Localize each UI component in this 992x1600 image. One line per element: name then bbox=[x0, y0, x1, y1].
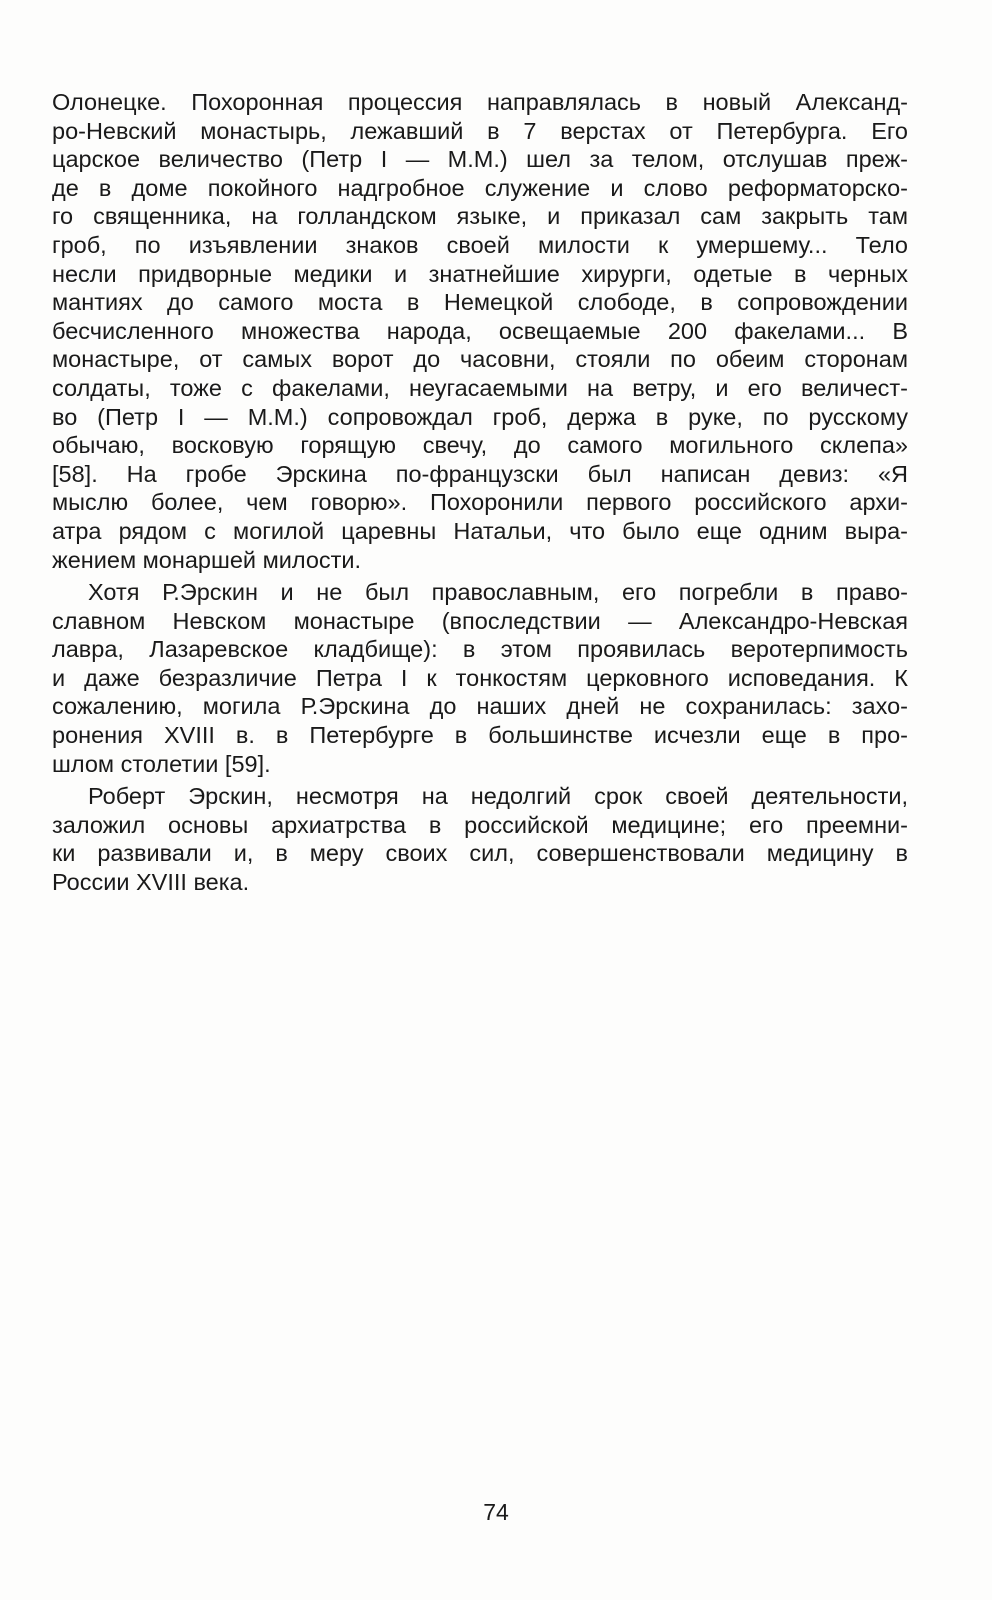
body-text bbox=[52, 88, 908, 897]
text-line: лавра, Лазаревское кладбище): в этом проявилась веротерпимость bbox=[52, 636, 908, 663]
text-line: де в доме покойного надгробное служение и слово реформаторско- bbox=[52, 174, 908, 201]
text-line: атра рядом с могилой царевны Натальи, что было еще одним выра- bbox=[52, 517, 908, 544]
text-line: Олонецке. Похоронная процессия направлялась в новый Александ- bbox=[52, 89, 908, 115]
text-line: го священника, на голландском языке, и приказал сам закрыть там bbox=[52, 203, 908, 230]
text-line: ро-Невский монастырь, лежавший в 7 верстах от Петербурга. Его bbox=[52, 117, 908, 144]
text-line: бесчисленного множества народа, освещаемые 200 факелами... В bbox=[52, 317, 908, 344]
text-line: и даже безразличие Петра I к тонкостям церковного исповедания. К bbox=[52, 664, 908, 691]
text-line: мыслю более, чем говорю». Похоронили первого российского архи- bbox=[52, 489, 908, 516]
text-line: обычаю, восковую горящую свечу, до самого могильного склепа» bbox=[52, 432, 908, 459]
text-line: монастыре, от самых ворот до часовни, стояли по обеим сторонам bbox=[52, 346, 908, 373]
page-number: 74 bbox=[483, 1499, 509, 1525]
paragraph-1 bbox=[52, 88, 908, 574]
text-line: ронения XVIII в. в Петербурге в большинстве исчезли еще в про- bbox=[52, 722, 908, 749]
text-line: ки развивали и, в меру своих сил, совершенствовали медицину в bbox=[52, 840, 908, 867]
text-line: славном Невском монастыре (впоследствии — Александро-Невская bbox=[52, 607, 908, 634]
text-line: Роберт Эрскин, несмотря на недолгий срок своей деятельности, bbox=[88, 783, 908, 810]
text-line: гроб, по изъявлении знаков своей милости к умершему... Тело bbox=[52, 231, 908, 258]
text-line: заложил основы архиатрства в российской медицине; его преемни- bbox=[52, 811, 908, 838]
text-line: во (Петр I — М.М.) сопровождал гроб, держа в руке, по русскому bbox=[52, 403, 908, 430]
paragraph-2 bbox=[52, 578, 908, 778]
text-line: мантиях до самого моста в Немецкой слободе, в сопровождении bbox=[52, 289, 908, 316]
text-line: несли придворные медики и знатнейшие хирурги, одетые в черных bbox=[52, 260, 908, 287]
text-line: сожалению, могила Р.Эрскина до наших дней не сохранилась: захо- bbox=[52, 693, 908, 720]
paragraph-3 bbox=[52, 782, 908, 896]
text-line: солдаты, тоже с факелами, неугасаемыми на ветру, и его величест- bbox=[52, 374, 908, 401]
text-line: [58]. На гробе Эрскина по-французски был написан девиз: «Я bbox=[52, 460, 908, 487]
text-line: царское величество (Петр I — М.М.) шел за телом, отслушав преж- bbox=[52, 146, 908, 173]
text-line: России XVIII века. bbox=[52, 869, 250, 896]
text-line: шлом столетии [59]. bbox=[52, 750, 271, 777]
text-line: жением монаршей милости. bbox=[52, 546, 362, 573]
text-line: Хотя Р.Эрскин и не был православным, его погребли в право- bbox=[88, 579, 908, 606]
